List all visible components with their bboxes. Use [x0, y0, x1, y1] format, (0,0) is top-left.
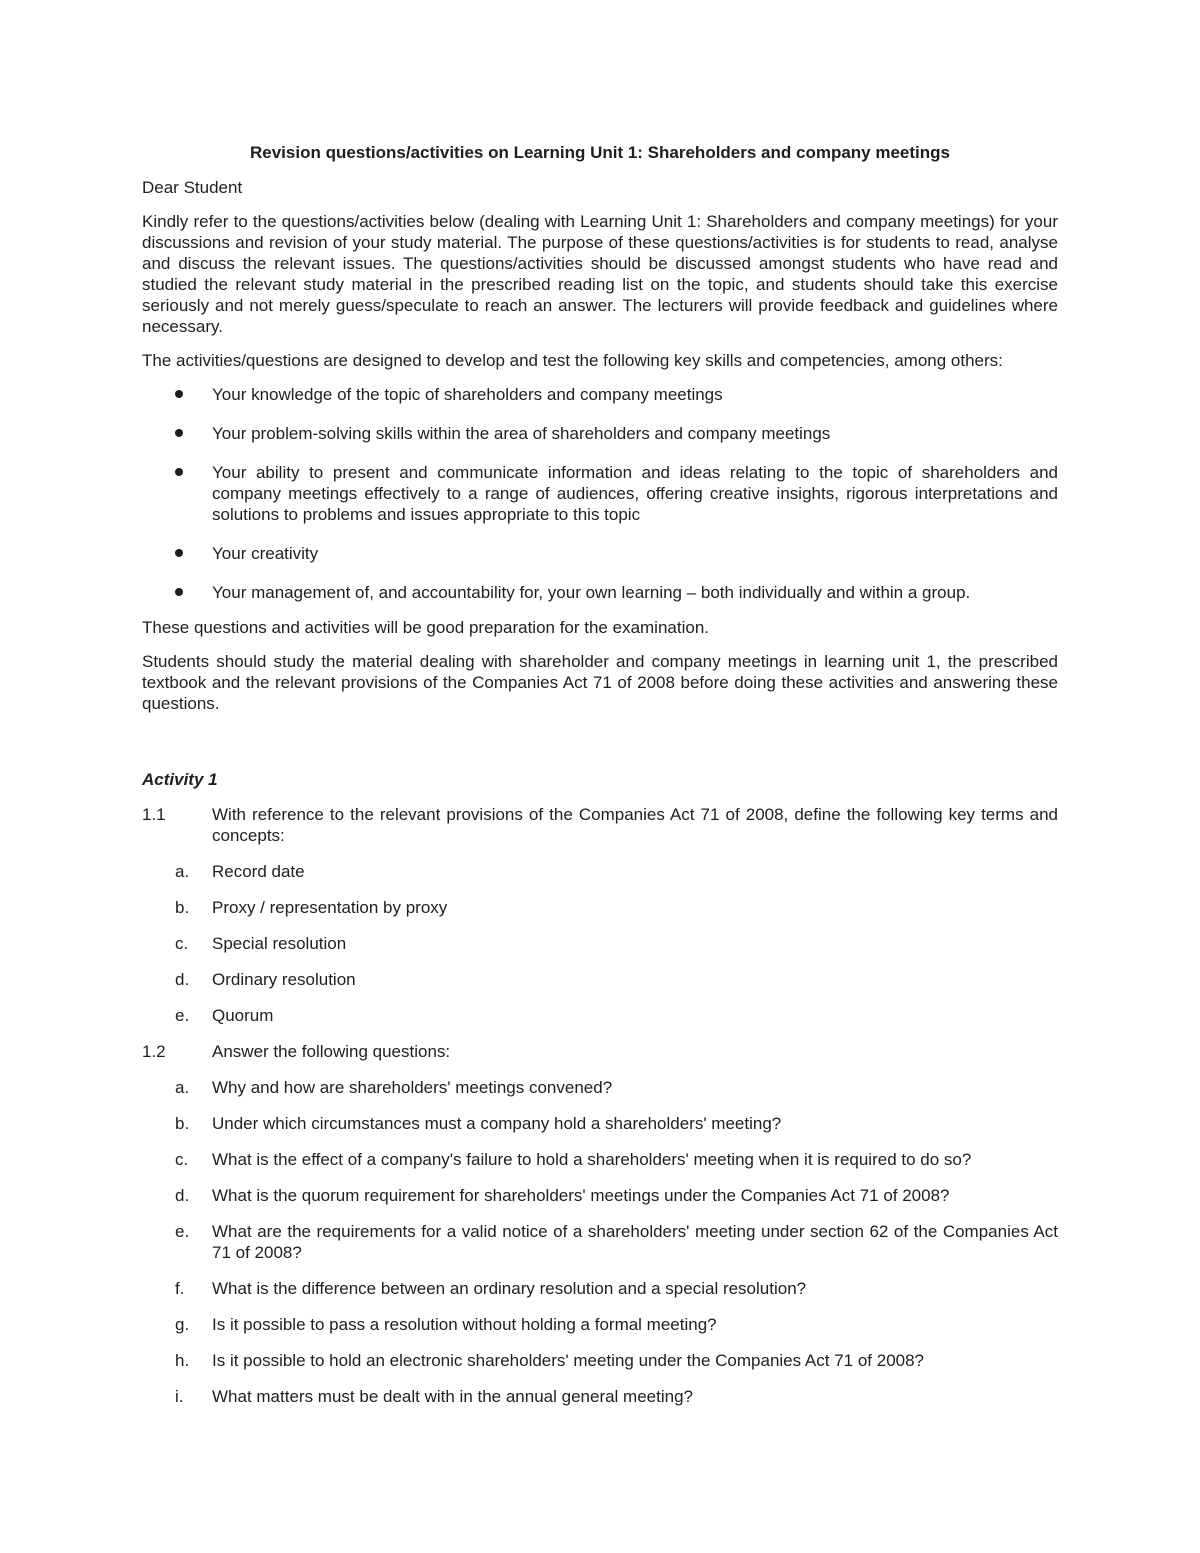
sub-item [142, 969, 1058, 990]
sub-item [142, 933, 1058, 954]
question-number: 1.1 [142, 805, 166, 824]
sub-item [142, 1314, 1058, 1335]
question-text: With reference to the relevant provisions of the Companies Act 71 of 2008, define the following key terms and concepts: [212, 805, 1058, 845]
sub-item [142, 1221, 1058, 1263]
sub-item-letter: c. [175, 1150, 189, 1169]
sub-item-letter: d. [175, 970, 190, 989]
skill-item [142, 582, 1058, 603]
sub-item-text: What is the quorum requirement for shareholders' meetings under the Companies Act 71 of 2008? [212, 1186, 950, 1205]
skill-text: Your problem-solving skills within the area of shareholders and company meetings [212, 424, 831, 443]
study-instruction-paragraph: Students should study the material dealing with shareholder and company meetings in learning unit 1, the prescribed textbook and the relevant provisions of the Companies Act 71 of 2008 before doing these activities and answering these questions. [142, 652, 1058, 713]
sub-item [142, 1005, 1058, 1026]
question-1-1 [142, 804, 1058, 846]
skill-text: Your ability to present and communicate information and ideas relating to the topic of shareholders and company meetings effectively to a range of audiences, offering creative insights, rigorous interpretations and solutions to problems and issues appropriate to this topic [212, 463, 1058, 524]
sub-item-letter: c. [175, 934, 189, 953]
sub-item-text: What is the effect of a company's failure to hold a shareholders' meeting when it is required to do so? [212, 1150, 972, 1169]
intro-paragraph: Kindly refer to the questions/activities below (dealing with Learning Unit 1: Shareholders and company meetings) for your discussions and revision of your study material. The purpose of these questions/activities is for students to read, analyse and discuss the relevant issues. The questions/activities should be discussed amongst students who have read and studied the relevant study material in the prescribed reading list on the topic, and students should take this exercise seriously and not merely guess/speculate to reach an answer. The lecturers will provide feedback and guidelines where necessary. [142, 212, 1058, 336]
skills-intro: The activities/questions are designed to develop and test the following key skills and competencies, among others: [142, 351, 1003, 370]
sub-item-letter: i. [175, 1387, 184, 1406]
sub-item-text: Under which circumstances must a company hold a shareholders' meeting? [212, 1114, 782, 1133]
sub-item-letter: e. [175, 1222, 190, 1241]
sub-item-letter: b. [175, 1114, 190, 1133]
sub-item-text: Ordinary resolution [212, 970, 356, 989]
bullet-icon [175, 549, 183, 557]
skill-text: Your management of, and accountability for, your own learning – both individually and within a group. [212, 583, 971, 602]
skill-item [142, 423, 1058, 444]
sub-item [142, 1350, 1058, 1371]
sub-item [142, 1386, 1058, 1407]
skill-text: Your creativity [212, 544, 319, 563]
sub-item-text: What matters must be dealt with in the annual general meeting? [212, 1387, 693, 1406]
question-number: 1.2 [142, 1042, 166, 1061]
sub-item-text: Quorum [212, 1006, 274, 1025]
sub-item-text: What is the difference between an ordinary resolution and a special resolution? [212, 1279, 807, 1298]
question-text: Answer the following questions: [212, 1042, 451, 1061]
sub-item-letter: b. [175, 898, 190, 917]
sub-item [142, 1077, 1058, 1098]
bullet-icon [175, 429, 183, 437]
sub-item-text: Why and how are shareholders' meetings convened? [212, 1078, 613, 1097]
sub-item [142, 1278, 1058, 1299]
sub-item-text: Is it possible to pass a resolution without holding a formal meeting? [212, 1315, 717, 1334]
sub-item-letter: h. [175, 1351, 190, 1370]
sub-item-letter: g. [175, 1315, 190, 1334]
sub-item-text: Record date [212, 862, 305, 881]
sub-item [142, 1185, 1058, 1206]
sub-item-text: Is it possible to hold an electronic shareholders' meeting under the Companies Act 71 of 2008? [212, 1351, 925, 1370]
sub-item [142, 1113, 1058, 1134]
skill-text: Your knowledge of the topic of shareholders and company meetings [212, 385, 723, 404]
document-title: Revision questions/activities on Learning Unit 1: Shareholders and company meetings [250, 143, 950, 162]
sub-item-text: Special resolution [212, 934, 347, 953]
skill-item [142, 543, 1058, 564]
sub-item-text: What are the requirements for a valid notice of a shareholders' meeting under section 62 of the Companies Act 71 of 2008? [212, 1222, 1058, 1262]
sub-item [142, 861, 1058, 882]
sub-item-text: Proxy / representation by proxy [212, 898, 448, 917]
sub-item-letter: f. [175, 1279, 185, 1298]
skill-item [142, 462, 1058, 525]
activity-heading: Activity 1 [142, 770, 218, 789]
sub-item [142, 897, 1058, 918]
sub-item-letter: a. [175, 1078, 190, 1097]
exam-prep-paragraph: These questions and activities will be good preparation for the examination. [142, 618, 710, 637]
bullet-icon [175, 588, 183, 596]
sub-item-letter: d. [175, 1186, 190, 1205]
bullet-icon [175, 468, 183, 476]
greeting: Dear Student [142, 178, 243, 197]
question-1-2 [142, 1041, 1058, 1062]
sub-item-letter: a. [175, 862, 190, 881]
skills-list [142, 384, 1058, 603]
sub-item-letter: e. [175, 1006, 190, 1025]
skill-item [142, 384, 1058, 405]
sub-item [142, 1149, 1058, 1170]
bullet-icon [175, 390, 183, 398]
